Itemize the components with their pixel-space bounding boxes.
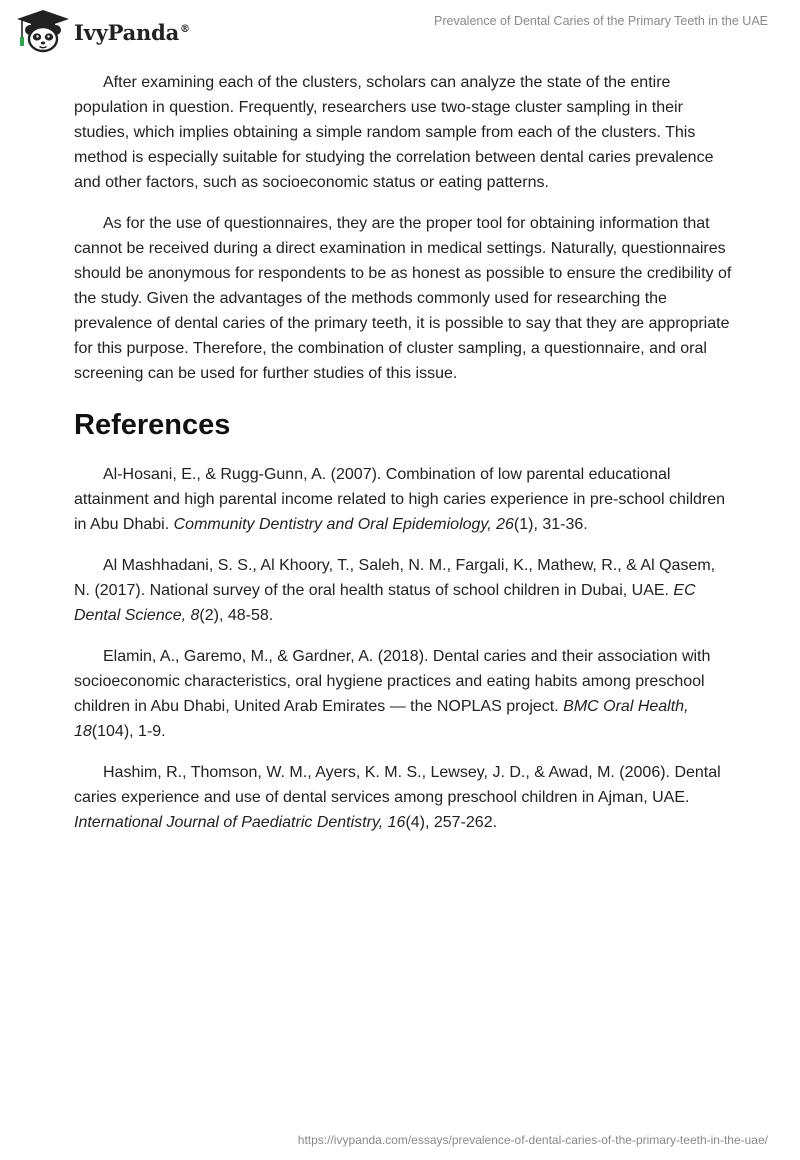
source-url-link[interactable]: https://ivypanda.com/essays/prevalence-of-dental-caries-of-the-primary-teeth-in-the-uae/ <box>297 1133 768 1147</box>
reference-tail: (4), 257-262. <box>405 814 498 831</box>
reference-journal: BMC Oral Health, 18 <box>74 698 689 740</box>
brand-logo[interactable] <box>14 8 190 54</box>
running-title: Prevalence of Dental Caries of the Primary Teeth in the UAE <box>434 14 768 28</box>
reference-journal: EC Dental Science, 8 <box>74 582 696 624</box>
document-body <box>74 70 734 851</box>
body-paragraph-2: As for the use of questionnaires, they are the proper tool for obtaining information that cannot be received during a direct examination in medical settings. Naturally, questionnaires should be anonymous for respondents to be as honest as possible to ensure the credibility of the study. Given the advantages of the methods commonly used for researching the prevalence of dental caries of the primary teeth, it is possible to say that they are appropriate for this purpose. Therefore, the combination of cluster sampling, a questionnaire, and oral screening can be used for further studies of this issue. <box>74 215 732 382</box>
reference-entry-1 <box>74 462 734 537</box>
registered-mark: ® <box>180 23 190 35</box>
reference-entry-4 <box>74 760 734 835</box>
reference-entry-3 <box>74 644 734 744</box>
reference-tail: (1), 31-36. <box>513 516 588 533</box>
reference-text: Hashim, R., Thomson, W. M., Ayers, K. M. S., Lewsey, J. D., & Awad, M. (2006). Dental caries experience and use of dental services among preschool children in Ajman, UAE. <box>74 764 721 806</box>
panda-graduate-icon <box>14 8 72 54</box>
references-heading: References <box>74 409 231 441</box>
body-paragraph-1: After examining each of the clusters, scholars can analyze the state of the entire population in question. Frequently, researchers use two-stage cluster sampling in their studies, which implies obtaining a simple random sample from each of the clusters. This method is especially suitable for studying the correlation between dental caries prevalence and other factors, such as socioeconomic status or eating patterns. <box>74 74 714 191</box>
page-header <box>0 0 800 60</box>
reference-journal: International Journal of Paediatric Dentistry, 16 <box>74 814 406 831</box>
reference-entry-2 <box>74 553 734 628</box>
reference-text: Al-Hosani, E., & Rugg-Gunn, A. (2007). Combination of low parental educational attainment and high parental income related to high caries experience in pre-school children in Abu Dhabi. <box>74 466 726 533</box>
reference-tail: (104), 1-9. <box>91 723 166 740</box>
reference-tail: (2), 48-58. <box>199 607 274 624</box>
reference-text: Elamin, A., Garemo, M., & Gardner, A. (2018). Dental caries and their association with socioeconomic characteristics, oral hygiene practices and eating habits among preschool children in Abu Dhabi, United Arab Emirates — the NOPLAS project. <box>74 648 711 715</box>
reference-journal: Community Dentistry and Oral Epidemiology, 26 <box>173 516 514 533</box>
brand-name: IvyPanda® <box>74 19 190 45</box>
reference-text: Al Mashhadani, S. S., Al Khoory, T., Saleh, N. M., Fargali, K., Mathew, R., & Al Qasem, N. (2017). National survey of the oral health status of school children in Dubai, UAE. <box>74 557 716 599</box>
